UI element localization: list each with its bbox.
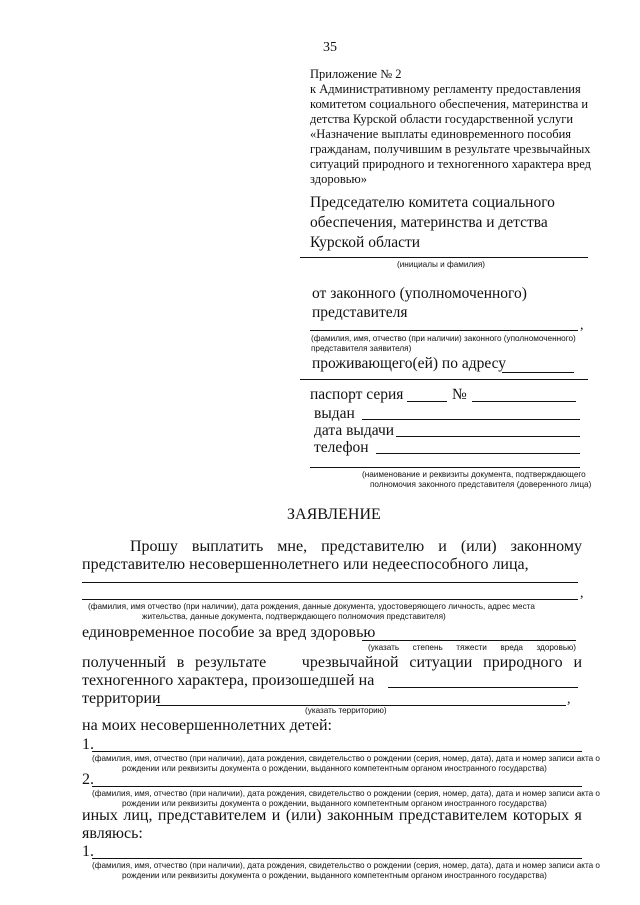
appendix-line: детства Курской области государственной услуги bbox=[310, 112, 574, 126]
word: мне, bbox=[277, 538, 308, 555]
place-field[interactable] bbox=[388, 687, 578, 688]
child2-caption2: рождении или реквизиты документа о рождении, выданного компетентным органом иностранного государства) bbox=[122, 799, 547, 808]
comma: , bbox=[567, 692, 571, 707]
passport-series-field[interactable] bbox=[407, 401, 447, 402]
others-line2: являюсь: bbox=[82, 825, 143, 842]
addressee-line: Курской области bbox=[310, 234, 421, 251]
addressee-line: обеспечения, материнства и детства bbox=[310, 214, 548, 231]
passport-number-field[interactable] bbox=[472, 401, 576, 402]
word: вреда bbox=[500, 643, 523, 652]
word: (или) bbox=[285, 807, 322, 824]
word: представителю bbox=[321, 538, 425, 555]
word: в bbox=[176, 654, 185, 671]
initials-caption: (инициалы и фамилия) bbox=[397, 260, 485, 269]
document-caption: (наименование и реквизиты документа, подтверждающего bbox=[362, 470, 586, 479]
document-line[interactable] bbox=[310, 467, 580, 468]
child1-caption2: рождении или реквизиты документа о рождении, выданного компетентным органом иностранного государства) bbox=[122, 764, 547, 773]
other1-number: 1. bbox=[82, 843, 94, 860]
word: степень bbox=[412, 643, 443, 652]
word: выплатить bbox=[191, 538, 264, 555]
child2-field[interactable] bbox=[92, 786, 582, 787]
addressee-block bbox=[310, 193, 555, 253]
representative-name-line[interactable] bbox=[310, 330, 578, 331]
appendix-line: гражданам, получившим в результате чрезвычайных bbox=[310, 142, 591, 156]
word: законному bbox=[510, 538, 582, 555]
word: и bbox=[438, 538, 447, 555]
comma: , bbox=[580, 318, 584, 333]
person-caption2: жительства, данные документа, подтверждающего полномочия представителя) bbox=[142, 612, 446, 621]
address-line[interactable] bbox=[502, 372, 574, 373]
issued-field[interactable] bbox=[362, 419, 580, 420]
word: чрезвычайной bbox=[301, 654, 399, 671]
word: лиц, bbox=[123, 807, 153, 824]
comma: , bbox=[580, 586, 584, 601]
child2-number: 2. bbox=[82, 771, 94, 788]
representative-caption2: представителя заявителя) bbox=[311, 344, 412, 353]
word: (или) bbox=[460, 538, 497, 555]
word: результате bbox=[195, 654, 267, 671]
benefit-label: единовременное пособие за вред здоровью bbox=[82, 624, 376, 641]
from-line2: представителя bbox=[312, 304, 408, 321]
other1-caption: (фамилия, имя, отчество (при наличии), дата рождения, свидетельство о рождении (серия, номер, дата), дата и номер записи акта о bbox=[92, 861, 600, 870]
appendix-line: Приложение № 2 bbox=[310, 67, 402, 81]
word: здоровью) bbox=[536, 643, 576, 652]
appendix-line: «Назначение выплаты единовременного пособия bbox=[310, 127, 572, 141]
others-line bbox=[82, 806, 582, 826]
word: и bbox=[271, 807, 281, 824]
child2-caption: (фамилия, имя, отчество (при наличии), дата рождения, свидетельство о рождении (серия, номер, дата), дата и номер записи акта о bbox=[92, 789, 600, 798]
issue-date-label: дата выдачи bbox=[314, 422, 395, 439]
territory-label: территории bbox=[82, 690, 161, 707]
word: природного bbox=[483, 654, 563, 671]
other1-field[interactable] bbox=[92, 858, 582, 859]
document-caption2: полномочия законного представителя (доверенного лица) bbox=[370, 480, 592, 489]
word: и bbox=[573, 654, 582, 671]
passport-number-label: № bbox=[452, 386, 467, 403]
passport-series-label: паспорт серия bbox=[310, 386, 404, 403]
word: представителем bbox=[157, 807, 267, 824]
phone-label: телефон bbox=[314, 439, 369, 456]
children-label: на моих несовершеннолетних детей: bbox=[82, 717, 332, 734]
issue-date-field[interactable] bbox=[396, 436, 580, 437]
word: которых bbox=[512, 807, 570, 824]
addressee-line: Председателю комитета социального bbox=[310, 194, 555, 211]
benefit-field[interactable] bbox=[362, 640, 576, 641]
person-caption: (фамилия, имя отчество (при наличии), дата рождения, данные документа, удостоверяющего личность, адрес места bbox=[88, 602, 535, 611]
word: полученный bbox=[82, 654, 166, 671]
request-line2: представителю несовершеннолетнего или недееспособного лица, bbox=[82, 556, 529, 573]
word: (указать bbox=[368, 643, 400, 652]
received-line bbox=[82, 653, 582, 673]
word: ситуации bbox=[409, 654, 473, 671]
person-line1[interactable] bbox=[82, 582, 578, 583]
severity-caption bbox=[368, 643, 576, 653]
page-number: 35 bbox=[323, 40, 337, 55]
person-line2[interactable] bbox=[82, 599, 578, 600]
representative-caption: (фамилия, имя, отчество (при наличии) законного (уполномоченного) bbox=[311, 334, 576, 343]
word: представителем bbox=[398, 807, 508, 824]
initials-line[interactable] bbox=[300, 257, 588, 258]
appendix-line: ситуаций природного и техногенного характера вред bbox=[310, 157, 591, 171]
address-label: проживающего(ей) по адресу bbox=[312, 355, 507, 372]
other1-caption2: рождении или реквизиты документа о рождении, выданного компетентным органом иностранного государства) bbox=[122, 871, 547, 880]
request-line1 bbox=[130, 537, 582, 557]
separator-line bbox=[300, 379, 588, 380]
phone-field[interactable] bbox=[376, 453, 580, 454]
word: тяжести bbox=[456, 643, 487, 652]
tech-label: техногенного характера, произошедшей на bbox=[82, 672, 375, 689]
word: Прошу bbox=[130, 538, 178, 555]
word: законным bbox=[327, 807, 394, 824]
word: я bbox=[574, 807, 582, 824]
appendix-line: здоровью» bbox=[310, 172, 368, 186]
issued-label: выдан bbox=[314, 405, 355, 422]
territory-caption: (указать территорию) bbox=[305, 706, 387, 715]
appendix-header bbox=[310, 67, 591, 187]
appendix-line: комитетом социального обеспечения, материнства и bbox=[310, 97, 589, 111]
word: иных bbox=[82, 807, 118, 824]
child1-number: 1. bbox=[82, 736, 94, 753]
appendix-line: к Административному регламенту предоставления bbox=[310, 82, 581, 96]
from-line1: от законного (уполномоченного) bbox=[312, 285, 527, 302]
statement-title: ЗАЯВЛЕНИЕ bbox=[287, 506, 381, 523]
child1-field[interactable] bbox=[92, 751, 582, 752]
child1-caption: (фамилия, имя, отчество (при наличии), дата рождения, свидетельство о рождении (серия, номер, дата), дата и номер записи акта о bbox=[92, 754, 600, 763]
